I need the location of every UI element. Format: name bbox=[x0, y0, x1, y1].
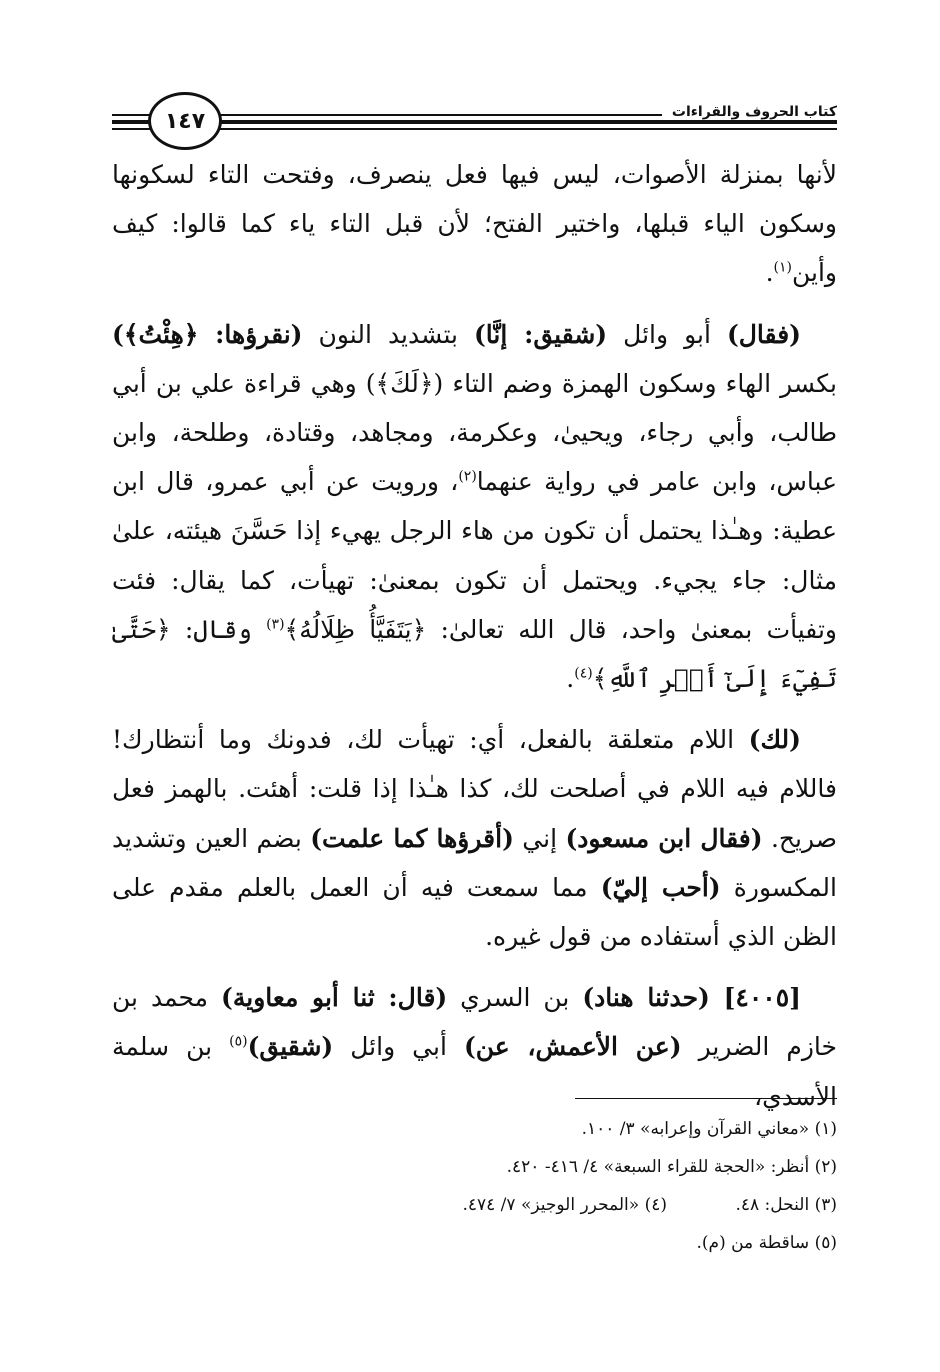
bold-lemma: (عن الأعمش، عن) bbox=[463, 1032, 682, 1062]
footnote-ref: (٤) bbox=[574, 665, 593, 682]
paragraph-text: وقال: ﴿حَتَّىٰ تَفِيٓءَ إِلَىٰٓ أَمۡرِ ٱللَّهِ﴾ bbox=[112, 614, 837, 694]
footnote-5: (٥) ساقطة من (م). bbox=[696, 1233, 837, 1253]
bold-lemma: (لك) bbox=[748, 725, 801, 755]
paragraph-1: لأنها بمنزلة الأصوات، ليس فيها فعل ينصرف، وفتحت التاء لسكونها وسكون الياء قبلها، واختير الفتح؛ لأن قبل التاء ياء كما قالوا: كيف وأين$^{(١)}$. bbox=[112, 160, 837, 288]
bold-lemma: (فقال ابن مسعود) bbox=[565, 823, 763, 853]
bold-lemma: (أقرؤها كما علمت) bbox=[310, 823, 514, 853]
paragraph-text: إني bbox=[513, 823, 566, 853]
paragraph-text: ، ورويت عن أبي عمرو، قال ابن عطية: وهـٰذا يحتمل أن تكون من هاء الرجل يهيء إذا حَسَّنَ هيئته، علىٰ مثال: جاء يجيء. ويحتمل أن تكون بمعنىٰ: تهيأت، كما يقال: فئت وتفيأت بمعنىٰ واحد، قال الله تعالىٰ: ﴿يَتَفَيَّأُ ظِلَالُهُ﴾ bbox=[112, 467, 837, 644]
footnote-3: (٣) النحل: ٤٨. bbox=[735, 1195, 837, 1215]
paragraph-text: أبي وائل bbox=[333, 1032, 464, 1062]
paragraph-text: بكسر الهاء وسكون الهمزة وضم التاء (﴿لَكَ﴾) وهي قراءة علي بن أبي طالب، وأبي رجاء، ويحيىٰ، وعكرمة، ومجاهد، وقتادة، وطلحة، وابن عباس، وابن عامر في رواية عنهما bbox=[112, 368, 838, 497]
paragraph-text: بن سلمة الأسدي، bbox=[112, 1032, 837, 1111]
paragraph-3 bbox=[112, 715, 837, 961]
footnote-4: (٤) «المحرر الوجيز» ٧/ ٤٧٤. bbox=[462, 1195, 667, 1215]
paragraph-text: محمد بن خازم الضرير bbox=[112, 983, 838, 1062]
bold-lemma: (نقرؤها: ﴿هِئْتُ﴾) bbox=[112, 319, 303, 349]
footnote-ref: (٥) bbox=[229, 1034, 248, 1051]
paragraph-2: (فقال) أبو وائل (شقيق: إنَّا) بتشديد النون (نقرؤها: ﴿هِئْتُ﴾) بكسر الهاء وسكون الهمزة وضم التاء (﴿لَكَ﴾) وهي قراءة علي بن أبي طالب، وأبي رجاء، ويحيىٰ، وعكرمة، ومجاهد، وقتادة، وطلحة، وابن عباس، وابن عامر في رواية عنهما$^{(٢)}$، ورويت عن أبي عمرو، قال ابن عطية: وهـٰذا يحتمل أن تكون من هاء الرجل يهيء إذا حَسَّنَ هيئته، علىٰ مثال: جاء يجيء. ويحتمل أن تكون بمعنىٰ: تهيأت، كما يقال: فئت وتفيأت بمعنىٰ واحد، قال الله تعالىٰ: ﴿يَتَفَيَّأُ ظِلَالُهُ﴾$^{(٣)}$ وقال: ﴿حَتَّىٰ تَفِيٓءَ إِلَىٰٓ أَمۡرِ ٱللَّهِ﴾$^{(٤)}$. bbox=[112, 319, 838, 694]
running-title: كتاب الحروف والقراءات bbox=[662, 104, 837, 120]
hadith-number: [٤٠٠٥] bbox=[709, 983, 801, 1013]
footnote-ref: (٢) bbox=[458, 468, 477, 485]
bold-lemma: (حدثنا هناد) bbox=[582, 983, 710, 1013]
main-text bbox=[112, 150, 837, 1133]
paragraph-text: لأنها بمنزلة الأصوات، ليس فيها فعل ينصرف، وفتحت التاء لسكونها وسكون الياء قبلها، واختير الفتح؛ لأن قبل التاء ياء كما قالوا: كيف وأين bbox=[112, 160, 837, 288]
paragraph-text: أبو وائل bbox=[607, 319, 727, 349]
page-number: ١٤٧ bbox=[148, 92, 222, 150]
footnote-1: (١) «معاني القرآن وإعرابه» ٣/ ١٠٠. bbox=[581, 1119, 837, 1139]
footnote-2: (٢) أنظر: «الحجة للقراء السبعة» ٤/ ٤١٦- ٤٢٠. bbox=[506, 1157, 837, 1177]
paragraph-text: اللام متعلقة بالفعل، أي: تهيأت لك، فدونك وما أنتظارك! فاللام فيه اللام في أصلحت لك، كذا هـٰذا إذا قلت: أهئت. بالهمز فعل صريح. bbox=[112, 725, 838, 853]
footnote-ref: (٣) bbox=[266, 616, 285, 633]
bold-lemma: (شقيق) bbox=[247, 1032, 334, 1062]
paragraph-text: بضم العين وتشديد المكسورة bbox=[112, 823, 837, 902]
bold-lemma: (فقال) bbox=[726, 319, 801, 349]
paragraph-text: بتشديد النون bbox=[302, 319, 474, 349]
footnote-row bbox=[112, 1186, 837, 1224]
footnote-separator bbox=[575, 1098, 837, 1099]
paragraph-text: بن السري bbox=[447, 983, 583, 1013]
paragraph-text: مما سمعت فيه أن العمل بالعلم مقدم على الظن الذي أستفاده من قول غيره. bbox=[112, 872, 837, 952]
bold-lemma: (قال: ثنا أبو معاوية) bbox=[221, 983, 448, 1013]
footnote-ref: (١) bbox=[773, 260, 792, 277]
footnotes bbox=[112, 1110, 837, 1262]
running-header bbox=[112, 96, 837, 146]
bold-lemma: (شقيق: إنَّا) bbox=[473, 319, 608, 349]
bold-lemma: (أحب إليّ) bbox=[600, 872, 721, 902]
